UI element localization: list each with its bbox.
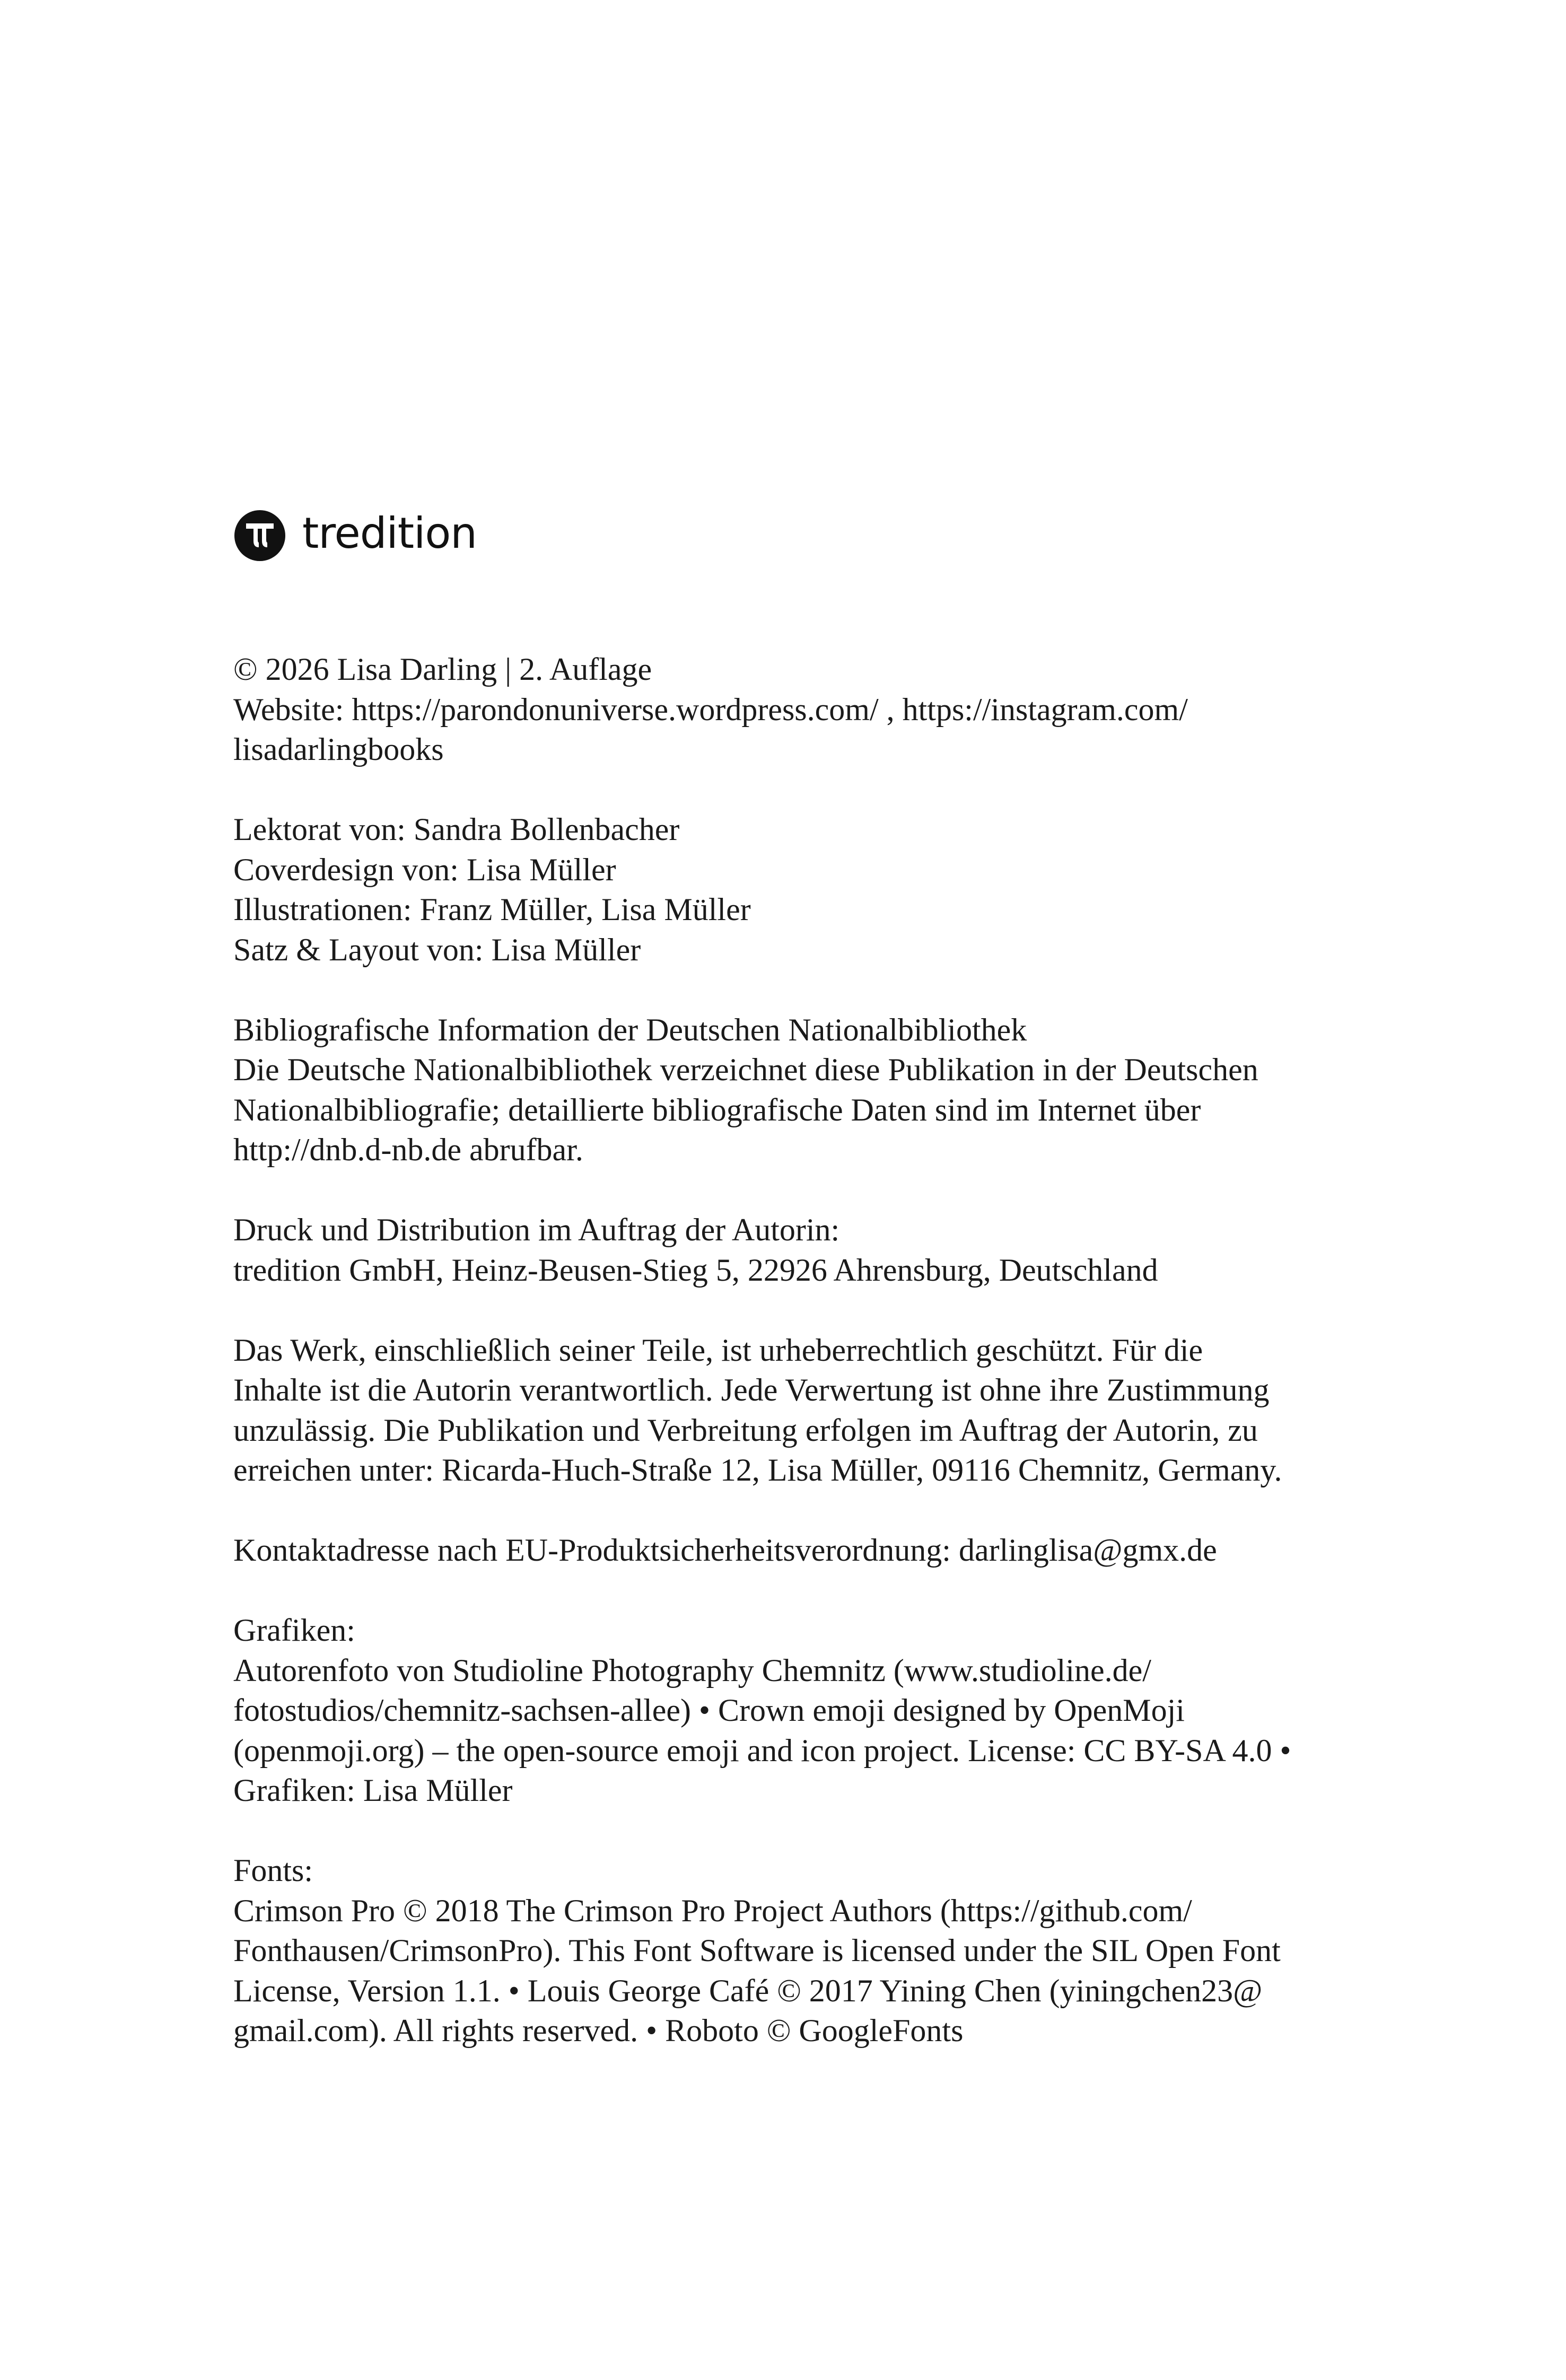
imprint-line: Coverdesign von: Lisa Müller bbox=[233, 852, 616, 887]
publisher-name: tredition bbox=[302, 509, 477, 558]
imprint-line: unzulässig. Die Publikation und Verbreitung erfolgen im Auftrag der Autorin, zu bbox=[233, 1412, 1258, 1448]
imprint-line: Fonts: bbox=[233, 1853, 313, 1888]
imprint-line: Inhalte ist die Autorin verantwortlich. Jede Verwertung ist ohne ihre Zustimmung bbox=[233, 1372, 1270, 1407]
imprint-line: Kontaktadresse nach EU-Produktsicherheitsverordnung: darlinglisa@gmx.de bbox=[233, 1533, 1217, 1568]
tredition-logo-icon bbox=[233, 509, 286, 562]
imprint-line: Satz & Layout von: Lisa Müller bbox=[233, 932, 641, 967]
imprint-line: tredition GmbH, Heinz-Beusen-Stieg 5, 22926 Ahrensburg, Deutschland bbox=[233, 1252, 1158, 1288]
publisher-logo bbox=[233, 509, 477, 562]
imprint-line: gmail.com). All rights reserved. • Roboto © GoogleFonts bbox=[233, 2013, 964, 2048]
imprint-line: erreichen unter: Ricarda-Huch-Straße 12, Lisa Müller, 09116 Chemnitz, Germany. bbox=[233, 1452, 1282, 1488]
imprint-block bbox=[233, 1611, 1389, 1811]
imprint-text bbox=[233, 650, 1389, 2091]
imprint-block bbox=[233, 1530, 1389, 1571]
imprint-line: (openmoji.org) – the open-source emoji and icon project. License: CC BY-SA 4.0 • bbox=[233, 1732, 1291, 1768]
imprint-line: http://dnb.d-nb.de abrufbar. bbox=[233, 1132, 583, 1167]
imprint-block bbox=[233, 1210, 1389, 1290]
imprint-line: Lektorat von: Sandra Bollenbacher bbox=[233, 812, 680, 847]
imprint-line: Die Deutsche Nationalbibliothek verzeichnet diese Publikation in der Deutschen bbox=[233, 1052, 1258, 1087]
imprint-line: Website: https://parondonuniverse.wordpress.com/ , https://instagram.com/ bbox=[233, 692, 1188, 727]
imprint-line: Grafiken: bbox=[233, 1613, 355, 1648]
imprint-line: fotostudios/chemnitz-sachsen-allee) • Crown emoji designed by OpenMoji bbox=[233, 1693, 1185, 1728]
imprint-line: lisadarlingbooks bbox=[233, 732, 444, 767]
imprint-line: Fonthausen/CrimsonPro). This Font Software is licensed under the SIL Open Font bbox=[233, 1933, 1281, 1968]
imprint-line: License, Version 1.1. • Louis George Café © 2017 Yining Chen (yiningchen23@ bbox=[233, 1973, 1263, 2008]
imprint-line: Nationalbibliografie; detaillierte bibliografische Daten sind im Internet über bbox=[233, 1092, 1201, 1127]
imprint-block bbox=[233, 1010, 1389, 1170]
imprint-line: Illustrationen: Franz Müller, Lisa Müller bbox=[233, 892, 751, 927]
imprint-block bbox=[233, 810, 1389, 970]
imprint-line: Grafiken: Lisa Müller bbox=[233, 1773, 513, 1808]
imprint-block bbox=[233, 650, 1389, 770]
imprint-line: Bibliografische Information der Deutschen Nationalbibliothek bbox=[233, 1012, 1027, 1047]
imprint-block bbox=[233, 1331, 1389, 1491]
imprint-line: © 2026 Lisa Darling | 2. Auflage bbox=[233, 652, 652, 687]
imprint-line: Crimson Pro © 2018 The Crimson Pro Project Authors (https://github.com/ bbox=[233, 1893, 1192, 1928]
imprint-line: Druck und Distribution im Auftrag der Autorin: bbox=[233, 1212, 840, 1247]
imprint-line: Das Werk, einschließlich seiner Teile, ist urheberrechtlich geschützt. Für die bbox=[233, 1332, 1203, 1368]
imprint-block bbox=[233, 1851, 1389, 2051]
imprint-line: Autorenfoto von Studioline Photography Chemnitz (www.studioline.de/ bbox=[233, 1652, 1151, 1688]
